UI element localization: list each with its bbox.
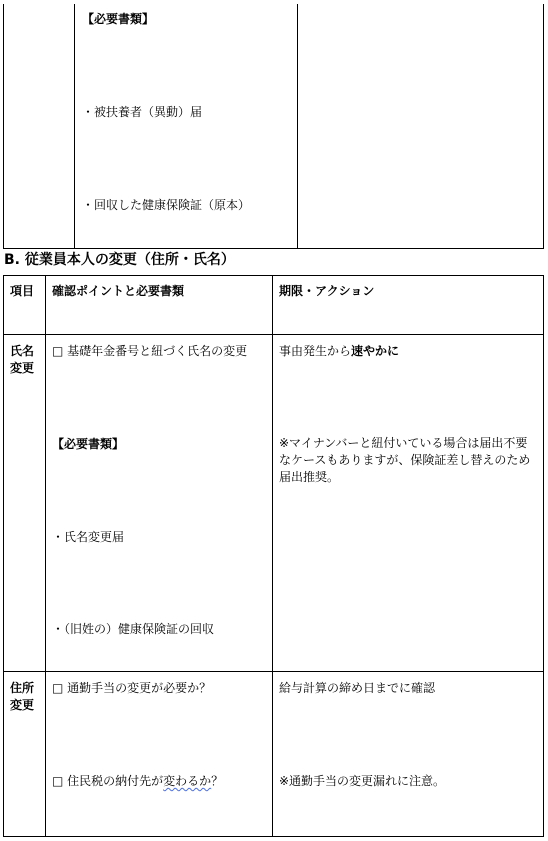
checklist-item: □ 基礎年金番号と紐づく氏名の変更 bbox=[52, 344, 248, 358]
column-header-deadline: 期限・アクション bbox=[279, 284, 375, 298]
checklist-text: □ 住民税の納付先が bbox=[52, 774, 164, 788]
checklist-text-end: ？ bbox=[211, 774, 224, 788]
deadline-prefix: 事由発生から bbox=[279, 344, 352, 358]
row-label-address: 住所 bbox=[10, 681, 35, 695]
doc-item: ・回収した健康保険証（原本） bbox=[82, 198, 251, 212]
doc-item: ・被扶養者（異動）届 bbox=[82, 105, 203, 119]
checklist-item bbox=[52, 773, 223, 789]
spellcheck-underlined-text: 変わるか bbox=[163, 774, 212, 788]
column-header-check: 確認ポイントと必要書類 bbox=[52, 284, 185, 298]
column-header-item: 項目 bbox=[10, 284, 35, 298]
required-docs-heading: 【必要書類】 bbox=[82, 12, 155, 26]
deadline-text bbox=[279, 343, 399, 359]
deadline-emphasis: 速やかに bbox=[351, 344, 400, 358]
row-label-name-2: 変更 bbox=[10, 361, 35, 375]
note-text: ※通勤手当の変更漏れに注意。 bbox=[279, 774, 446, 788]
deadline-text: 給与計算の締め日までに確認 bbox=[279, 681, 436, 695]
row-label-name: 氏名 bbox=[10, 344, 35, 358]
row-label-address-2: 変更 bbox=[10, 698, 35, 712]
note-text: ※マイナンバーと紐付いている場合は届出不要なケースもありますが、保険証差し替えのため届出推奨。 bbox=[279, 436, 531, 484]
doc-item: ・（旧姓の）健康保険証の回収 bbox=[52, 622, 215, 636]
required-docs-heading: 【必要書類】 bbox=[52, 437, 125, 451]
checklist-item: □ 通勤手当の変更が必要か？ bbox=[52, 681, 212, 695]
section-title: B. 従業員本人の変更（住所・氏名） bbox=[4, 252, 235, 268]
doc-item: ・氏名変更届 bbox=[52, 530, 125, 544]
